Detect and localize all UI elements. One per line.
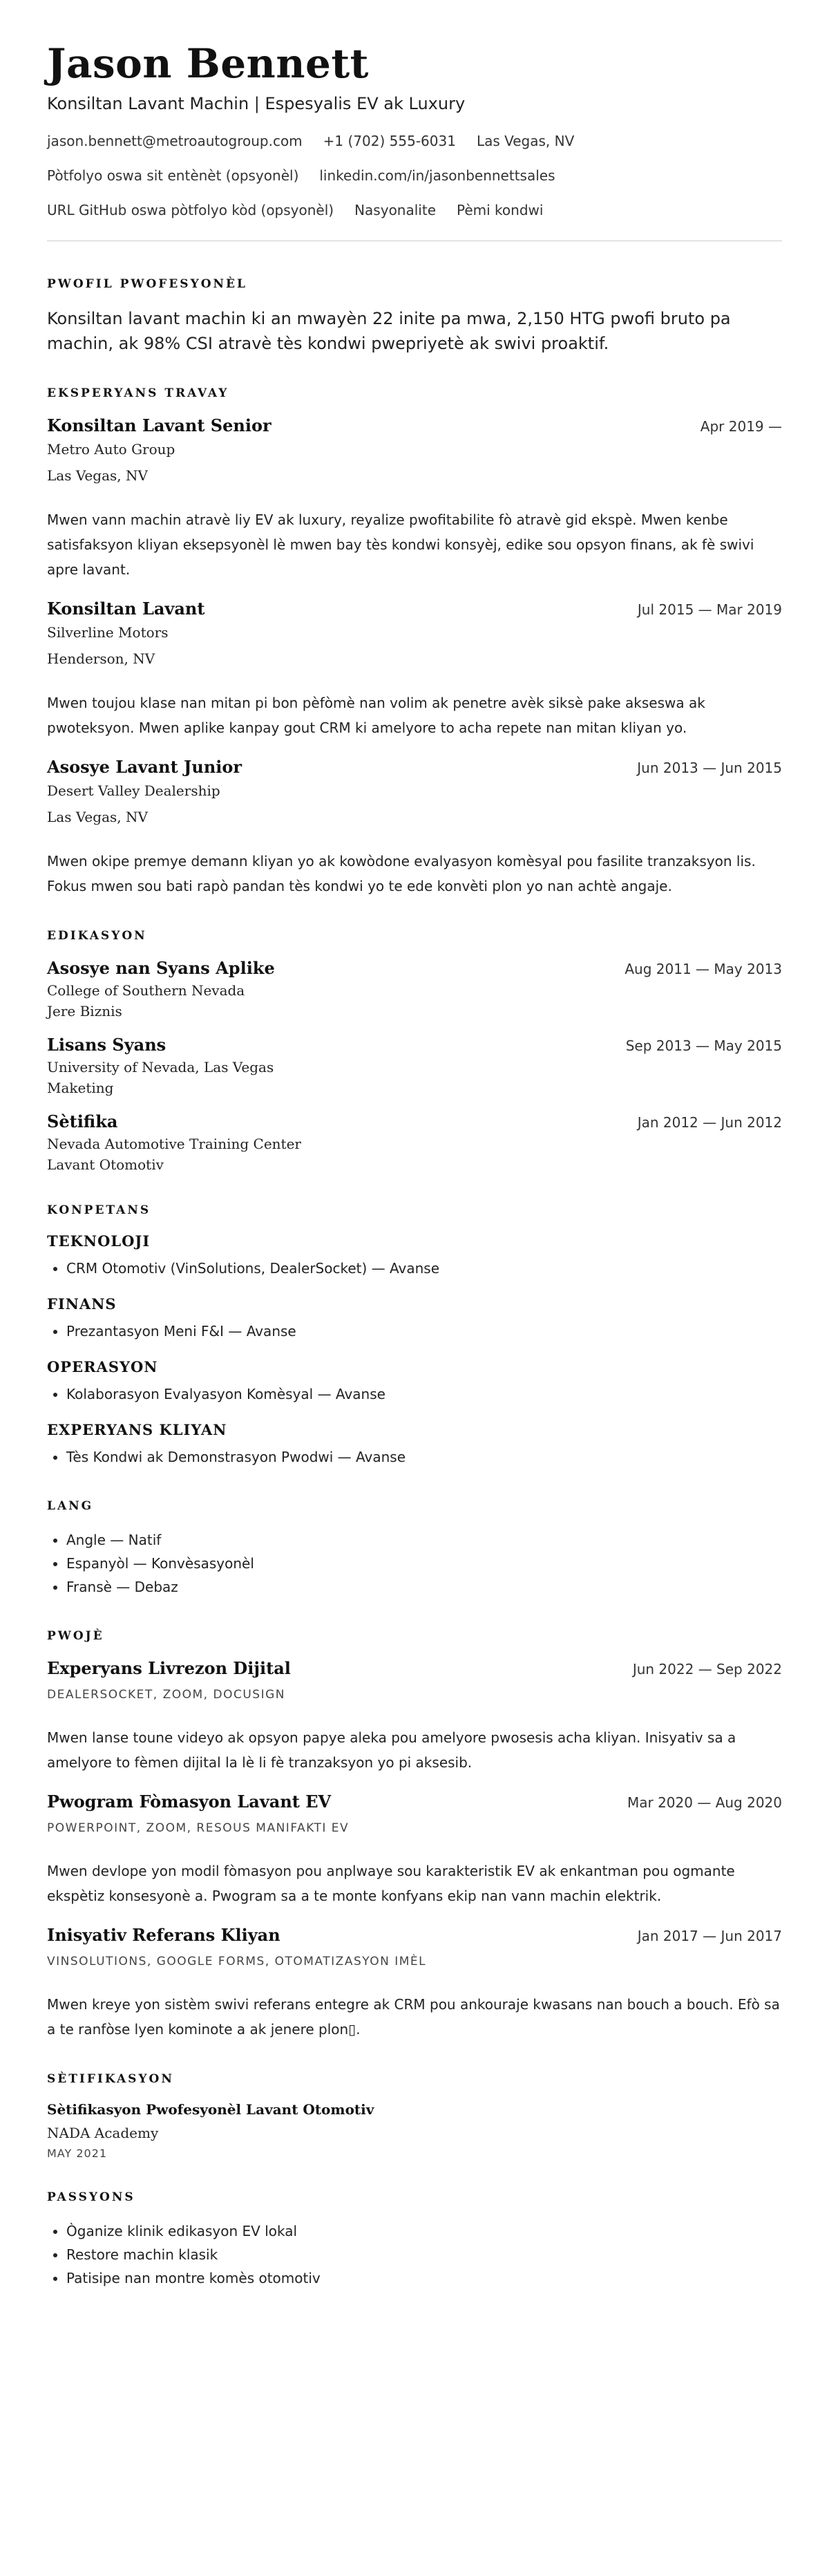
skill-item: • CRM Otomotiv (VinSolutions, DealerSocket) — Avanse [66,1257,782,1280]
skill-category-title: OPERASYON [47,1358,158,1375]
section-title-languages: LANG [47,1499,94,1513]
skill-item: • Tès Kondwi ak Demonstrasyon Pwodwi — Avanse [66,1445,782,1469]
hobby-item: • Restore machin klasik [66,2243,782,2266]
education-item [47,1111,782,1173]
section-title-hobbies: PASSYONS [47,2190,135,2204]
language-item: • Angle — Natif [66,1528,782,1552]
degree-title: Sètifika [47,1111,118,1131]
project-item [47,1925,782,2042]
section-title-skills: KONPETANS [47,1203,151,1217]
project-date: Mar 2020 — Aug 2020 [627,1794,782,1811]
section-title-education: EDIKASYON [47,929,147,943]
project-description: Mwen lanse toune videyo ak opsyon papye aleka pou amelyore pwosesis acha kliyan. Inisyativ sa a amelyore to fèmen dijital la lè li fè tranzaksyon yo pi aksesib. [47,1729,736,1771]
project-title: Pwogram Fòmasyon Lavant EV [47,1792,332,1812]
skill-list [47,1319,782,1343]
skill-item: • Prezantasyon Meni F&I — Avanse [66,1319,782,1343]
skill-list [47,1257,782,1280]
field-of-study: Lavant Otomotiv [47,1156,164,1173]
contact-phone[interactable]: +1 (702) 555-6031 [323,133,456,149]
job-title: Konsiltan Lavant [47,599,205,619]
contact-row-1 [47,133,782,149]
degree-date: Jan 2012 — Jun 2012 [637,1114,782,1131]
contact-portfolio[interactable]: Pòtfolyo oswa sit entènèt (opsyonèl) [47,167,299,184]
project-tech: VINSOLUTIONS, GOOGLE FORMS, OTOMATIZASYON IMÈL [47,1955,427,1968]
contact-nationality: Nasyonalite [354,202,436,218]
experience-item [47,415,782,582]
contact-linkedin[interactable]: linkedin.com/in/jasonbennettsales [319,167,555,184]
job-location: Henderson, NV [47,650,155,667]
degree-date: Aug 2011 — May 2013 [625,961,782,977]
project-tech: DEALERSOCKET, ZOOM, DOCUSIGN [47,1688,285,1702]
job-date: Jul 2015 — Mar 2019 [637,601,782,618]
language-list [47,1528,782,1599]
field-of-study: Jere Biznis [47,1003,122,1019]
job-title: Konsiltan Lavant Senior [47,415,271,435]
education-item [47,1035,782,1096]
project-title: Experyans Livrezon Dijital [47,1658,291,1678]
project-description: Mwen devlope yon modil fòmasyon pou anplwaye sou karakteristik EV ak enkantman pou ogmante ekspètiz konsesyonè a. Pwogram sa a te monte konfyans ekip nan vann machin elektrik. [47,1863,735,1904]
section-title-projects: PWOJÈ [47,1629,104,1643]
section-title-experience: EKSPERYANS TRAVAY [47,386,229,400]
contact-email[interactable]: jason.bennett@metroautogroup.com [47,133,303,149]
project-date: Jun 2022 — Sep 2022 [632,1661,782,1677]
language-item: • Fransè — Debaz [66,1575,782,1599]
job-company: Metro Auto Group [47,441,175,458]
skill-list [47,1445,782,1469]
section-title-certifications: SÈTIFIKASYON [47,2072,174,2086]
contact-github[interactable]: URL GitHub oswa pòtfolyo kòd (opsyonèl) [47,202,334,218]
job-description: Mwen vann machin atravè liy EV ak luxury, reyalize pwofitabilite fò atravè gid ekspè. Mwen kenbe satisfaksyon kliyan eksepsyonèl lè mwen bay tès kondwi konsyèj, edike sou opsyon finans, ak fè swivi apre lavant. [47,511,754,578]
contact-location: Las Vegas, NV [476,133,575,149]
language-item: • Espanyòl — Konvèsasyonèl [66,1552,782,1575]
school-name: Nevada Automotive Training Center [47,1136,301,1152]
certification-title: Sètifikasyon Pwofesyonèl Lavant Otomotiv [47,2101,374,2118]
job-company: Silverline Motors [47,624,169,641]
job-company: Desert Valley Dealership [47,782,220,799]
job-description: Mwen okipe premye demann kliyan yo ak kowòdone evalyasyon komèsyal pou fasilite tranzaksyon lis. Fokus mwen sou bati rapò pandan tès kondwi yo te ede konvèti plon yo nan achtè angaje. [47,853,756,894]
profile-summary: Konsiltan lavant machin ki an mwayèn 22 inite pa mwa, 2,150 HTG pwofi bruto pa machin, ak 98% CSI atravè tès kondwi pwepriyetè ak swivi proaktif. [47,309,731,353]
project-date: Jan 2017 — Jun 2017 [637,1928,782,1944]
field-of-study: Maketing [47,1080,114,1096]
contact-license: Pèmi kondwi [457,202,544,218]
degree-date: Sep 2013 — May 2015 [625,1037,782,1054]
skill-item: • Kolaborasyon Evalyasyon Komèsyal — Avanse [66,1382,782,1406]
skill-category-title: EXPERYANS KLIYAN [47,1421,227,1438]
contact-row-2 [47,167,782,184]
skill-category-title: FINANS [47,1295,117,1313]
project-description: Mwen kreye yon sistèm swivi referans entegre ak CRM pou ankouraje kwasans nan bouch a bouch. Efò sa a te ranfòse lyen kominote a ak jenere plon▯. [47,1996,780,2038]
certification-date: MAY 2021 [47,2147,108,2160]
job-description: Mwen toujou klase nan mitan pi bon pèfòmè nan volim ak penetre avèk siksè pake akseswa ak pwoteksyon. Mwen aplike kanpay gout CRM ki amelyore to acha repete nan mitan kliyan yo. [47,695,705,736]
job-location: Las Vegas, NV [47,809,148,825]
project-tech: POWERPOINT, ZOOM, RESOUS MANIFAKTI EV [47,1821,350,1835]
degree-title: Asosye nan Syans Aplike [47,958,275,978]
experience-item [47,599,782,740]
hobby-item: • Patisipe nan montre komès otomotiv [66,2266,782,2290]
candidate-headline: Konsiltan Lavant Machin | Espesyalis EV ak Luxury [47,94,466,113]
school-name: College of Southern Nevada [47,982,245,999]
certification-issuer: NADA Academy [47,2125,159,2141]
job-date: Apr 2019 — [700,418,782,435]
job-location: Las Vegas, NV [47,467,148,484]
experience-item [47,757,782,899]
skill-list [47,1382,782,1406]
project-item [47,1792,782,1908]
job-date: Jun 2013 — Jun 2015 [637,760,782,776]
hobby-item: • Òganize klinik edikasyon EV lokal [66,2219,782,2243]
education-item [47,958,782,1019]
contact-row-3 [47,202,782,218]
school-name: University of Nevada, Las Vegas [47,1059,274,1075]
skill-category-title: TEKNOLOJI [47,1232,151,1250]
degree-title: Lisans Syans [47,1035,166,1055]
project-item [47,1658,782,1775]
section-title-profile: PWOFIL PWOFESYONÈL [47,277,247,291]
job-title: Asosye Lavant Junior [47,757,242,777]
candidate-name: Jason Bennett [47,40,369,87]
certification-item [47,2101,782,2160]
project-title: Inisyativ Referans Kliyan [47,1925,280,1945]
hobby-list [47,2219,782,2290]
